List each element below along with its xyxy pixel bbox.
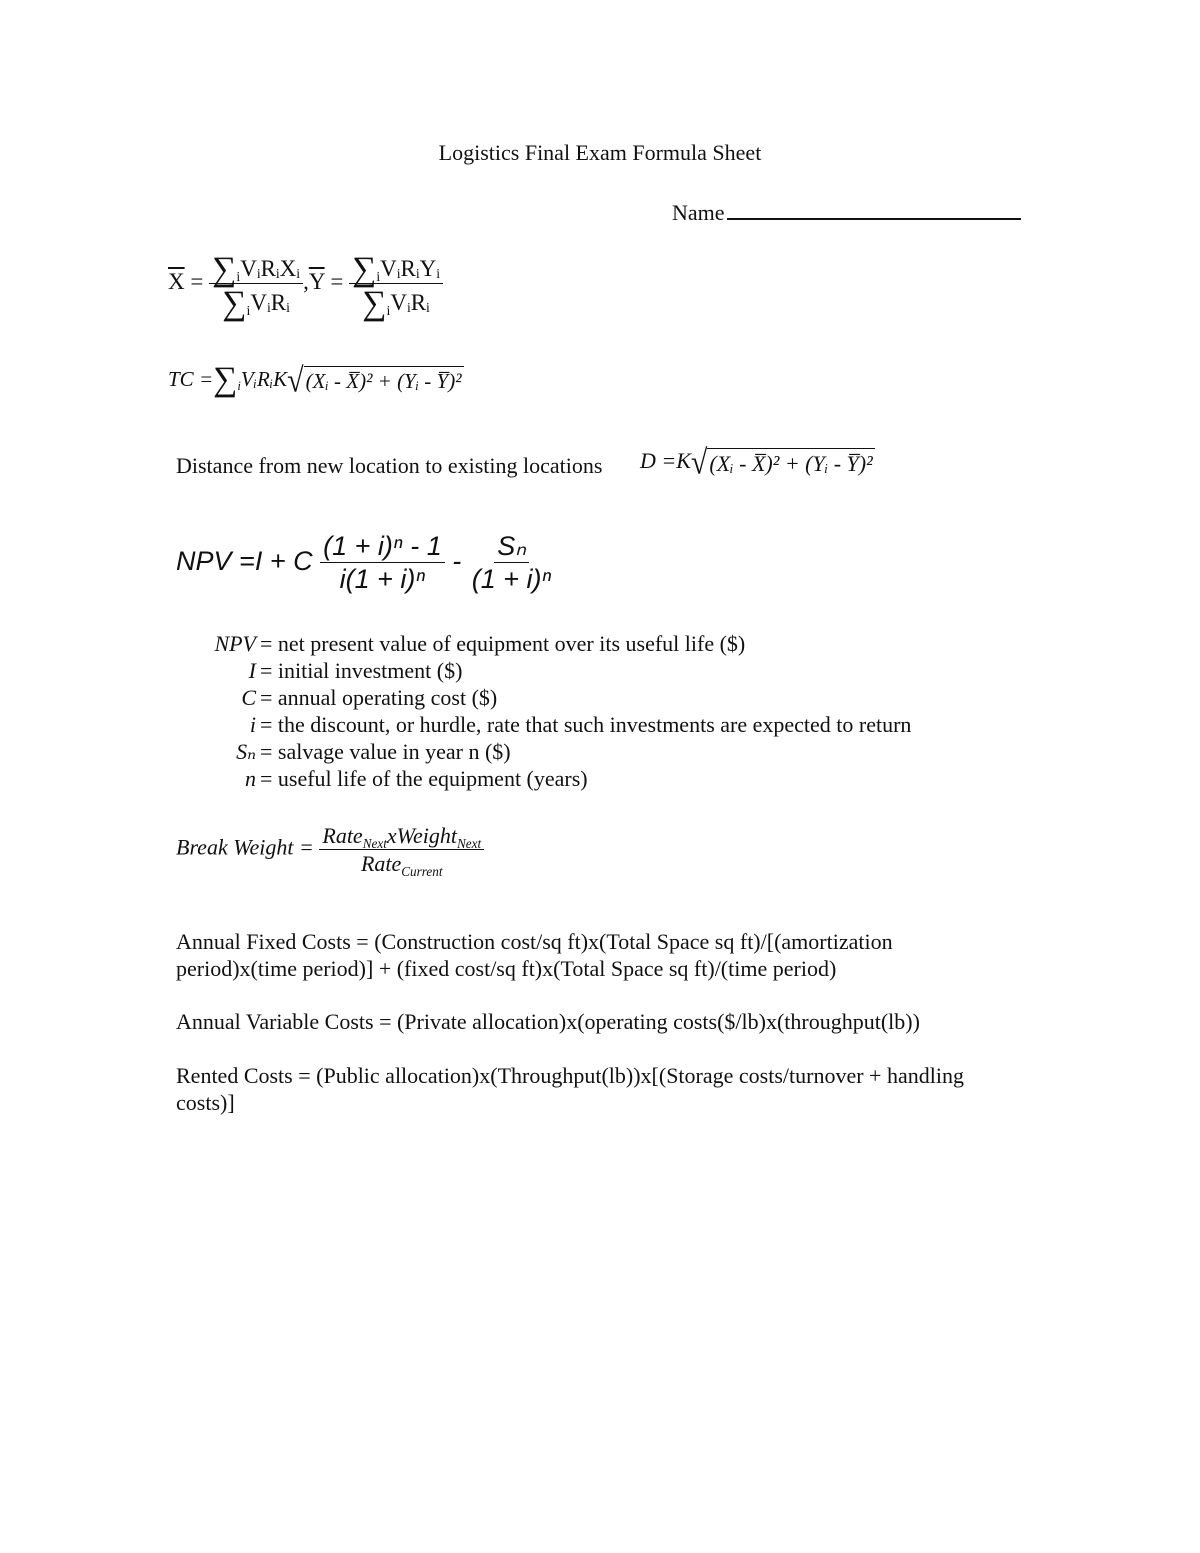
distance-label: Distance from new location to existing locations (176, 453, 603, 478)
npv-fraction-1 (320, 532, 445, 594)
equals-sign: = (198, 367, 214, 391)
tc-terms: VᵢRᵢK (240, 367, 288, 391)
definition-symbol: I (248, 658, 256, 683)
name-blank-line[interactable] (727, 196, 1021, 220)
x-numerator-terms: VᵢRᵢXᵢ (240, 256, 301, 281)
sum-subscript: i (386, 302, 391, 318)
sum-subscript: i (376, 268, 381, 284)
break-weight-fraction (319, 823, 484, 879)
square-root (690, 443, 875, 482)
break-weight-denominator (358, 850, 446, 879)
definition-text: = the discount, or hurdle, rate that such investments are expected to return (260, 712, 912, 737)
annual-fixed-costs (176, 928, 893, 982)
rented-costs (176, 1062, 964, 1116)
sigma-symbol: ∑ (212, 251, 237, 288)
break-weight-formula (176, 823, 484, 879)
sum-subscript: i (237, 379, 241, 394)
sigma-symbol: ∑ (213, 361, 238, 398)
definition-symbol: Sₙ (236, 739, 256, 764)
sum-subscript: i (246, 302, 251, 318)
definition-row (194, 684, 911, 711)
radical-sign-icon: √ (690, 443, 708, 482)
total-cost-formula (168, 361, 464, 400)
minus-sign: - (452, 545, 462, 576)
definition-symbol: n (245, 766, 256, 791)
equals-sign: = (299, 834, 314, 860)
definition-text: = net present value of equipment over its useful life ($) (260, 631, 746, 656)
sigma-symbol: ∑ (362, 285, 387, 323)
y-bar-symbol: $\overline{Y}$ (308, 268, 325, 294)
definition-symbol: NPV (214, 631, 256, 656)
rented-costs-line-2: costs)] (176, 1090, 235, 1115)
definition-row (194, 657, 911, 684)
definition-row (194, 738, 911, 765)
comma: , (303, 268, 309, 294)
npv-numerator-1: (1 + i)ⁿ - 1 (320, 532, 445, 563)
name-label: Name (672, 200, 725, 225)
definition-text: = annual operating cost ($) (260, 685, 498, 710)
x-bar-numerator (209, 251, 303, 288)
npv-definitions (194, 630, 911, 792)
x-bar-denominator (219, 284, 293, 323)
page-title: Logistics Final Exam Formula Sheet (438, 140, 762, 165)
weight-subscript: Next (456, 835, 482, 851)
annual-fixed-costs-line-2: period)x(time period)] + (fixed cost/sq ft)x(Total Space sq ft)/(time period) (176, 956, 837, 981)
rented-costs-line-1: Rented Costs = (Public allocation)x(Throughput(lb))x[(Storage costs/turnover + handling (176, 1063, 964, 1088)
definition-row (194, 765, 911, 792)
npv-eq: =I + C (239, 545, 313, 576)
tc-lhs: TC (168, 367, 194, 391)
annual-variable-costs: Annual Variable Costs = (Private allocation)x(operating costs($/lb)x(throughput(lb)) (176, 1009, 920, 1034)
definition-symbol: i (249, 712, 256, 737)
distance-formula (640, 443, 875, 482)
y-bar-denominator (359, 284, 433, 323)
radical-sign-icon: √ (287, 361, 304, 400)
annual-fixed-costs-line-1: Annual Fixed Costs = (Construction cost/sq ft)x(Total Space sq ft)/[(amortization (176, 929, 893, 954)
x-bar-fraction (209, 251, 303, 323)
y-numerator-terms: VᵢRᵢYᵢ (380, 256, 441, 281)
weight-text: xWeight (386, 823, 457, 848)
x-bar-symbol: $\overline{X}$ (168, 268, 185, 294)
rate-subscript: Current (401, 863, 443, 879)
y-denominator-terms: VᵢRᵢ (390, 290, 430, 316)
name-field[interactable] (672, 196, 1021, 226)
npv-denominator-1: i(1 + i)ⁿ (339, 564, 426, 595)
sum-subscript: i (236, 268, 241, 284)
definition-row (194, 630, 911, 657)
break-weight-lhs: Break Weight (176, 834, 294, 860)
square-root (287, 361, 463, 400)
sigma-symbol: ∑ (222, 285, 247, 323)
y-bar-numerator (349, 251, 443, 288)
npv-denominator-2: (1 + i)ⁿ (471, 564, 552, 595)
npv-fraction-2 (469, 532, 555, 594)
definition-row (194, 711, 911, 738)
tc-radicand: (Xᵢ - X̅)² + (Yᵢ - Y̅)² (304, 366, 464, 396)
x-denominator-terms: VᵢRᵢ (250, 290, 290, 316)
break-weight-numerator (319, 824, 484, 850)
equals-sign: = (190, 268, 204, 294)
rate-text: Rate (322, 823, 363, 848)
equals-sign: = (330, 268, 344, 294)
sigma-symbol: ∑ (352, 251, 377, 288)
centroid-formula (168, 251, 443, 323)
definition-text: = salvage value in year n ($) (260, 739, 511, 764)
npv-lhs: NPV (176, 545, 232, 576)
definition-symbol: C (241, 685, 256, 710)
distance-eq-k: =K (661, 448, 691, 474)
rate-subscript: Next (362, 835, 387, 851)
definition-text: = useful life of the equipment (years) (260, 766, 588, 791)
npv-formula (176, 532, 554, 594)
rate-text: Rate (360, 851, 402, 877)
distance-radicand: (Xᵢ - X̅)² + (Yᵢ - Y̅)² (707, 448, 874, 478)
npv-numerator-2: Sₙ (494, 532, 529, 563)
distance-lhs: D (640, 448, 656, 474)
definition-text: = initial investment ($) (260, 658, 463, 683)
y-bar-fraction (349, 251, 443, 323)
